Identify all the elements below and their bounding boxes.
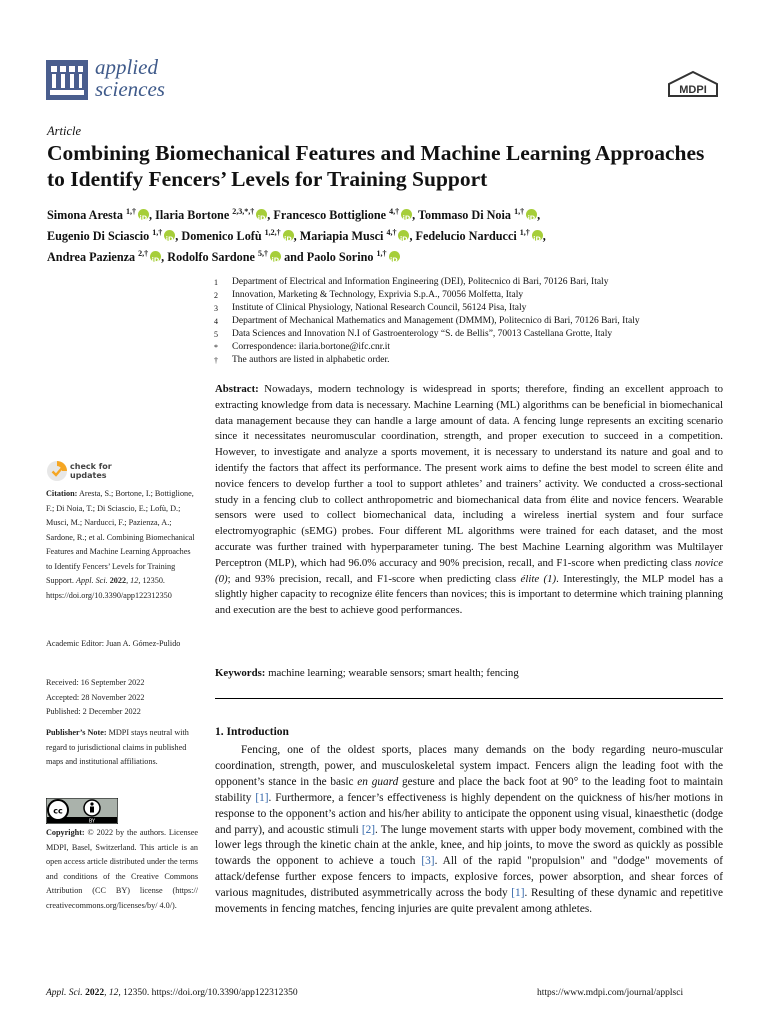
journal-url[interactable]: https://www.mdpi.com/journal/applsci [537, 988, 684, 998]
author: Francesco Bottiglione $^{4,\dagger}$iD , [273, 208, 415, 222]
cc-by-label: BY [88, 818, 96, 824]
svg-text:cc: cc [53, 806, 63, 816]
correspondence: * Correspondence: ilaria.bortone@ifc.cnr.it [214, 342, 391, 352]
mdpi-logo-icon [666, 70, 720, 104]
author: Andrea Pazienza $^{2,\dagger}$iD , [47, 250, 164, 264]
orcid-icon[interactable] [283, 230, 294, 241]
author-conjunction: and [284, 250, 304, 265]
journal-name-line2: sciences [95, 77, 165, 101]
orcid-icon[interactable] [532, 230, 543, 241]
cc-by-license-icon[interactable] [46, 798, 118, 824]
affiliation: 5 Data Sciences and Innovation N.I of Gastroenterology “S. de Bellis”, 70013 Castellana Grotte, Italy [214, 329, 613, 339]
author: Ilaria Bortone $^{2,3,*,\dagger}$iD , [155, 208, 270, 222]
abstract: Abstract: Nowadays, modern technology is widespread in sports; therefore, finding an excellent approach to extracting knowledge from data is necessary. Machine Learning (ML) algorithms can be beneficial in biomechanical data management because they can handle a large amount of data. A fencing lunge represents an exciting scenario since it necessitates neuromuscular coordination, strength, and proper execution to succeed in a competition. However, to investigate and analyze a sports movement, it is necessary to understand its nature and goal and to identify the factors that affect its performance. The present work aims to define the best model to screen élite and novice fencers to develop further a tool to support athletes’ and trainers’ activity. We conducted a cross-sectional study in a fencing club to collect anthropometric and biomechanical data from élite and novice fencers. Wearable sensors were used to collect biomechanical data, including a wireless inertial system and four surface electromyographic (sEMG) probes. Four different ML algorithms were trained for each dataset, and the most accurate was further trained with hyperparameter tuning. The best Machine Learning algorithm was Multilayer Perceptron (MLP), which had 96.0% accuracy and 90% precision, recall, and F1-score when predicting class novice (0); and 93% precision, recall, and F1-score when predicting class élite (1). Interestingly, the MLP model has a slightly higher capacity to recognize élite fencers than novices; this is important to determine which training planning and execution are the best to achieve good performances. [215, 383, 724, 617]
reference-link[interactable]: [1] [511, 887, 525, 900]
article-type: Article [47, 124, 82, 138]
author: Mariapia Musci $^{4,\dagger}$iD , [300, 229, 413, 243]
published-date: Published: 2 December 2022 [46, 707, 141, 716]
journal-name-line1: applied [95, 55, 158, 79]
check-line1: check for [70, 462, 112, 471]
received-date: Received: 16 September 2022 [46, 678, 145, 687]
author: Fedelucio Narducci $^{1,\dagger}$iD , [416, 229, 546, 243]
orcid-icon[interactable] [526, 209, 537, 220]
affiliation: 3 Institute of Clinical Physiology, National Research Council, 56124 Pisa, Italy [214, 303, 527, 313]
orcid-icon[interactable] [401, 209, 412, 220]
reference-link[interactable]: [2] [361, 823, 376, 836]
orcid-icon[interactable] [164, 230, 175, 241]
affiliation: 2 Innovation, Marketing & Technology, Exprivia S.p.A., 70056 Molfetta, Italy [214, 290, 524, 300]
section-divider [215, 698, 723, 699]
citation: Citation: Aresta, S.; Bortone, I.; Bottiglione, F.; Di Noia, T.; Di Sciascio, E.; Lofù, D.; Musci, M.; Narducci, F.; Pazienza, A.; Sardone, R.; et al. Combining Biomechanical Features and Machine Learning Approaches to Identify Fencers’ Levels for Training Support. Appl. Sci. 2022, 12, 12350. https://doi.org/10.3390/app122312350 [46, 489, 195, 600]
check-line2: updates [70, 471, 107, 480]
affiliation: 4 Department of Mechanical Mathematics and Management (DMMM), Politecnico di Bari, 70126 Bari, Italy [214, 316, 640, 326]
orcid-icon[interactable] [389, 251, 400, 262]
publisher-name: MDPI [679, 84, 707, 96]
affiliation: 1 Department of Electrical and Information Engineering (DEI), Politecnico di Bari, 70126 Bari, Italy [214, 277, 609, 287]
academic-editor: Academic Editor: Juan A. Gómez-Pulido [46, 639, 181, 648]
section-heading: 1. Introduction [215, 726, 289, 738]
abstract-label: Abstract: [215, 383, 259, 395]
copyright-notice: Copyright: © 2022 by the authors. Licensee MDPI, Basel, Switzerland. This article is an open access article distributed under the terms and conditions of the Creative Commons Attribution (CC BY) license (https:// creativecommons.org/licenses/by/ 4.0/). [46, 828, 198, 910]
author: Paolo Sorino $^{1,\dagger}$iD [307, 250, 400, 264]
check-for-updates-icon [46, 460, 68, 482]
orcid-icon[interactable] [270, 251, 281, 262]
keywords: Keywords: machine learning; wearable sensors; smart health; fencing [215, 667, 519, 679]
reference-link[interactable]: [3] [421, 855, 435, 868]
author: Rodolfo Sardone $^{5,\dagger}$iD [167, 250, 281, 264]
publication-dates [46, 676, 198, 720]
journal-logo [46, 60, 88, 100]
orcid-icon[interactable] [150, 251, 161, 262]
keywords-label: Keywords: [215, 667, 266, 679]
footer-citation: Appl. Sci. 2022, 12, 12350. https://doi.org/10.3390/app122312350 [46, 988, 298, 998]
publisher-note: Publisher’s Note: MDPI stays neutral with regard to jurisdictional claims in published maps and institutional affiliations. [46, 728, 189, 766]
accepted-date: Accepted: 28 November 2022 [46, 692, 145, 702]
introduction-paragraph: Fencing, one of the oldest sports, places many demands on the body regarding neuro-muscular coordination, strength, power, and musculoskeletal system impact. Fencers align the leading foot with the opponent’s stance in the basic en guard gesture and place the back foot at 90° to the leading foot to maintain stability [1]. Furthermore, a fencer’s effectiveness is highly dependent on the quickness of his/her motions in response to the opponent’s action and his/her ability to anticipate the opponent using visual, kinaesthetic (dodge and parry), and acoustic stimuli [2]. The lunge movement starts with upper body movement, combined with the lower legs through the kinetic chain at the ankle, knee, and hip joints, to move the sword as quickly as possible towards the opponent to achieve a touch [3]. All of the rapid "propulsion" and "dodge" movements of attack/defense further expose fencers to impacts, explosive forces, power absorption, and shear forces of various magnitudes, distributed asymmetrically across the body [1]. Resulting of these dynamic and repetitive movements in fencing matches, fencing injuries are quite prevalent among athletes. [215, 744, 724, 916]
journal-name [95, 56, 165, 100]
reference-link[interactable]: [1] [255, 791, 269, 804]
affiliations [214, 276, 734, 367]
orcid-icon[interactable] [256, 209, 267, 220]
orcid-icon[interactable] [398, 230, 409, 241]
author: Domenico Lofù $^{1,2,\dagger}$iD , [181, 229, 296, 243]
author: Tommaso Di Noia $^{1,\dagger}$iD , [418, 208, 540, 222]
check-for-updates-badge[interactable] [46, 460, 176, 484]
author: Simona Aresta $^{1,\dagger}$iD , [47, 208, 152, 222]
paper-title: Combining Biomechanical Features and Machine Learning Approaches to Identify Fencers’ Levels for Training Support [47, 141, 705, 191]
publisher-logo [666, 70, 720, 104]
orcid-icon[interactable] [138, 209, 149, 220]
author: Eugenio Di Sciascio $^{1,\dagger}$iD , [47, 229, 178, 243]
author-note: † The authors are listed in alphabetic order. [214, 355, 390, 365]
author-list [47, 203, 727, 266]
